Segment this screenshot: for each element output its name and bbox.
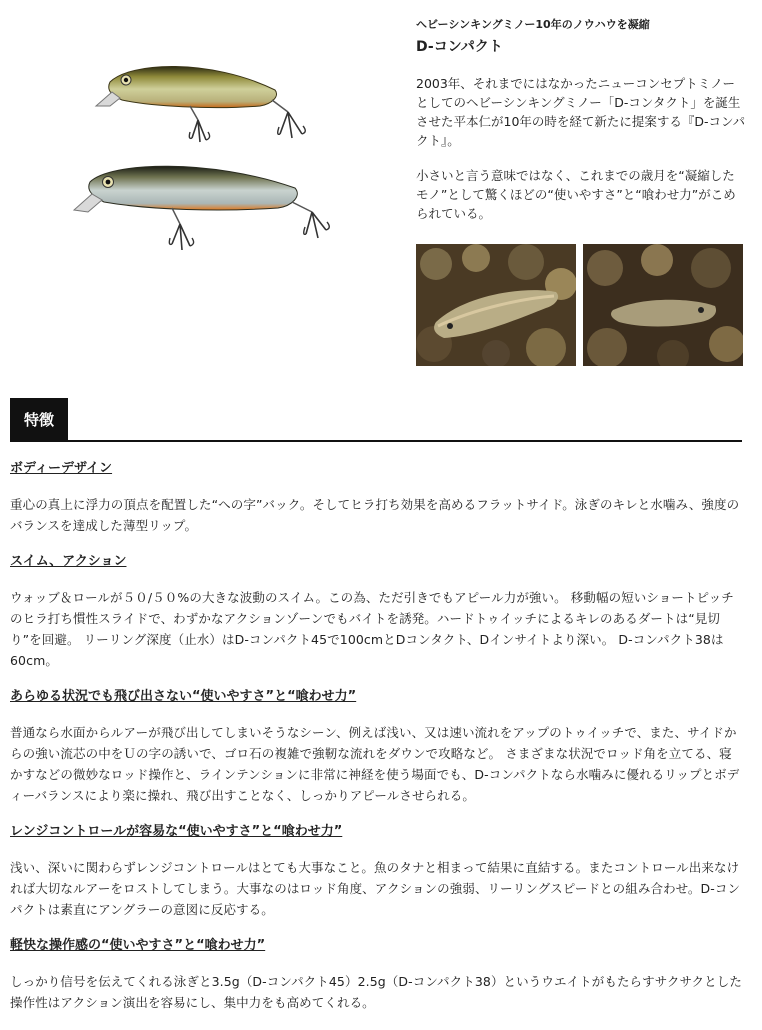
lure-upper [96, 66, 305, 142]
tagline: ヘビーシンキングミノー10年のノウハウを凝縮 [416, 18, 650, 31]
section-title: ボディーデザイン [10, 461, 113, 476]
section-body: 普通なら水面からルアーが飛び出してしまいそうなシーン、例えば浅い、又は速い流れをアップのトゥイッチで、また、サイドからの強い流芯の中をＵの字の誘いで、ゴロ石の複雑で強靭な流れをダウンで攻略など。 さまざまな状況でロッド角を立てる、寝かすなどの微妙なロッド操作と、ラインテンションに非常に神経を使う場面でも、D-コンパクトなら水噛みに優れるリップとボディーバランスにより楽に操れ、飛び出すことなく、しっかりアピールさせられる。 [10, 725, 740, 803]
section-body: しっかり信号を伝えてくれる泳ぎと3.5g（D-コンパクト45）2.5g（D-コンパクト38）というウエイトがもたらすサクサクとした操作性はアクション演出を容易にし、集中力をも高めてくれる。 [10, 974, 742, 1010]
section-title: スイム、アクション [10, 554, 127, 569]
features-content [10, 460, 742, 1030]
catch-photos [416, 244, 746, 366]
trout-photo [583, 244, 743, 366]
intro-block [416, 18, 746, 239]
lure-product-image [60, 40, 360, 270]
product-header [0, 0, 762, 380]
section-title: レンジコントロールが容易な“使いやすさ”と“喰わせ力” [10, 824, 343, 839]
section-title: あらゆる状況でも飛び出さない“使いやすさ”と“喰わせ力” [10, 689, 357, 704]
trout-photo [416, 244, 576, 366]
features-header [10, 398, 742, 442]
features-tab: 特徴 [10, 398, 68, 440]
product-title: D-コンパクト [416, 39, 503, 55]
section-body: 重心の真上に浮力の頂点を配置した“への字”バック。そしてヒラ打ち効果を高めるフラットサイド。泳ぎのキレと水噛み、強度のバランスを達成した薄型リップ。 [10, 497, 740, 533]
section-title: 軽快な操作感の“使いやすさ”と“喰わせ力” [10, 938, 266, 953]
intro-paragraph: 小さいと言う意味ではなく、これまでの歳月を“凝縮したモノ”として驚くほどの“使いやすさ”と“喰わせ力”がこめられている。 [416, 168, 736, 221]
section-body: ウォッブ＆ロールが５０/５０%の大きな波動のスイム。この為、ただ引きでもアピール力が強い。 移動幅の短いショートピッチのヒラ打ち慣性スライドで、わずかなアクションゾーンでもバイトを誘発。ハードトゥイッチによるキレのあるダートは“見切り”を回避。 リーリング深度（止水）はD-コンパクト45で100cmとDコンタクト、Dインサイトより深い。 D-コンパクト38は60cm。 [10, 590, 734, 668]
lure-lower [74, 166, 329, 250]
intro-paragraph: 2003年、それまでにはなかったニューコンセプトミノーとしてのヘビーシンキングミノー「D-コンタクト」を誕生させた平本仁が10年の時を経て新たに提案する『D-コンパクト』。 [416, 76, 746, 148]
section-body: 浅い、深いに関わらずレンジコントロールはとても大事なこと。魚のタナと相まって結果に直結する。またコントロール出来なければ大切なルアーをロストしてしまう。大事なのはロッド角度、アクションの強弱、リーリングスピードとの組み合わせ。D-コンパクトは素直にアングラーの意図に反応する。 [10, 860, 741, 917]
